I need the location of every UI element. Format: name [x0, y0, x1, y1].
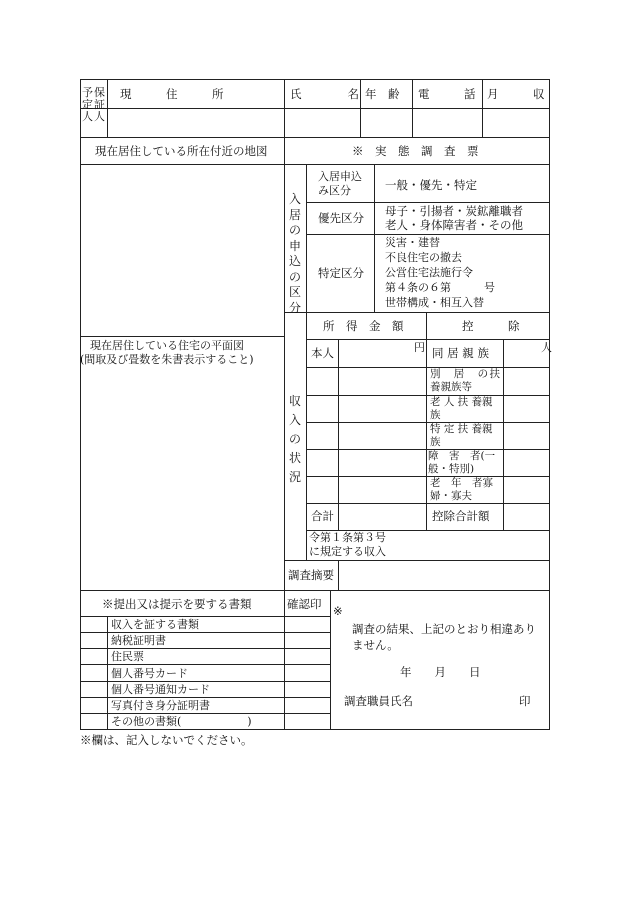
col-income: 月 収 [487, 87, 545, 101]
deduction-people-unit: 人 [541, 341, 552, 354]
deduction-header: 控 除 [462, 319, 520, 333]
income-header: 所 得 金 額 [323, 319, 404, 333]
rule-income-label: 令第１条第３号に規定する収入 [309, 531, 386, 558]
floorplan-label-line2: (間取及び畳数を朱書表示すること) [80, 353, 254, 366]
result-staff-label: 調査職員氏名 [344, 694, 413, 708]
application-row2-label: 優先区分 [318, 211, 364, 225]
deduction-item-6: 老 年 者寡婦・寡夫 [430, 477, 493, 502]
result-line1: 調査の結果、上記のとおり相違あり [352, 622, 536, 636]
income-self-label: 本人 [311, 346, 334, 360]
guarantor-side-label-b: 保証人 [94, 86, 105, 123]
result-line2: ません。 [352, 638, 399, 652]
confirm-seal-header: 確認印 [287, 597, 322, 611]
deduction-item-2: 別 居 の扶養親族等 [430, 368, 500, 393]
document-item: 収入を証する書類 [111, 618, 199, 631]
col-phone: 電 話 [418, 87, 476, 101]
deduction-item-4: 特 定 扶 養親 族 [430, 423, 525, 448]
income-side-label: 収入の状況 [288, 394, 301, 484]
guarantor-side-label-a: 予定人 [82, 86, 93, 123]
income-yen-unit: 円 [414, 341, 425, 354]
document-item: 個人番号カード [111, 667, 188, 680]
income-total-label: 合計 [311, 509, 334, 523]
documents-header: ※提出又は提示を要する書類 [102, 597, 252, 611]
result-seal: 印 [519, 694, 531, 708]
application-row3-label: 特定区分 [318, 266, 364, 280]
result-mark: ※ [333, 604, 343, 618]
application-row1-label: 入居申込み区分 [318, 170, 362, 197]
document-item: その他の書類( ) [111, 715, 252, 728]
application-row3-line5: 世帯構成・相互入替 [385, 296, 484, 309]
survey-summary-label: 調査摘要 [288, 568, 334, 582]
application-row3-line2: 不良住宅の撤去 [385, 251, 462, 264]
application-row2-line2: 老人・身体障害者・その他 [385, 218, 523, 232]
deduction-item-3: 老 人 扶 養親 族 [430, 396, 525, 421]
deduction-item-1: 同 居 親 族 [432, 346, 489, 360]
application-row2-line1: 母子・引揚者・炭鉱離職者 [385, 204, 523, 218]
col-name: 氏 名 [290, 87, 359, 101]
deduction-total-label: 控除合計額 [432, 509, 490, 523]
result-date: 年 月 日 [400, 665, 481, 679]
document-item: 納税証明書 [111, 634, 166, 647]
document-item: 写真付き身分証明書 [111, 699, 210, 712]
application-row1-value: 一般・優先・特定 [385, 178, 477, 192]
survey-title: ※ 実 態 調 査 票 [352, 144, 479, 158]
application-row3-line4: 第４条の６第 号 [385, 281, 495, 294]
application-side-label: 入居の申込の区分 [288, 192, 301, 315]
deduction-item-5: 障 害 者(一般・特別) [428, 450, 496, 475]
document-item: 住民票 [111, 650, 144, 663]
application-row3-line3: 公営住宅法施行令 [385, 266, 473, 279]
document-item: 個人番号通知カード [111, 683, 210, 696]
col-age: 年 齢 [365, 87, 400, 101]
footnote: ※欄は、記入しないでください。 [80, 733, 253, 747]
floorplan-label-line1: 現在居住している住宅の平面図 [90, 339, 244, 352]
application-row3-line1: 災害・建替 [385, 236, 440, 249]
map-label: 現在居住している所在付近の地図 [95, 144, 268, 158]
col-address: 現 住 所 [120, 87, 224, 101]
